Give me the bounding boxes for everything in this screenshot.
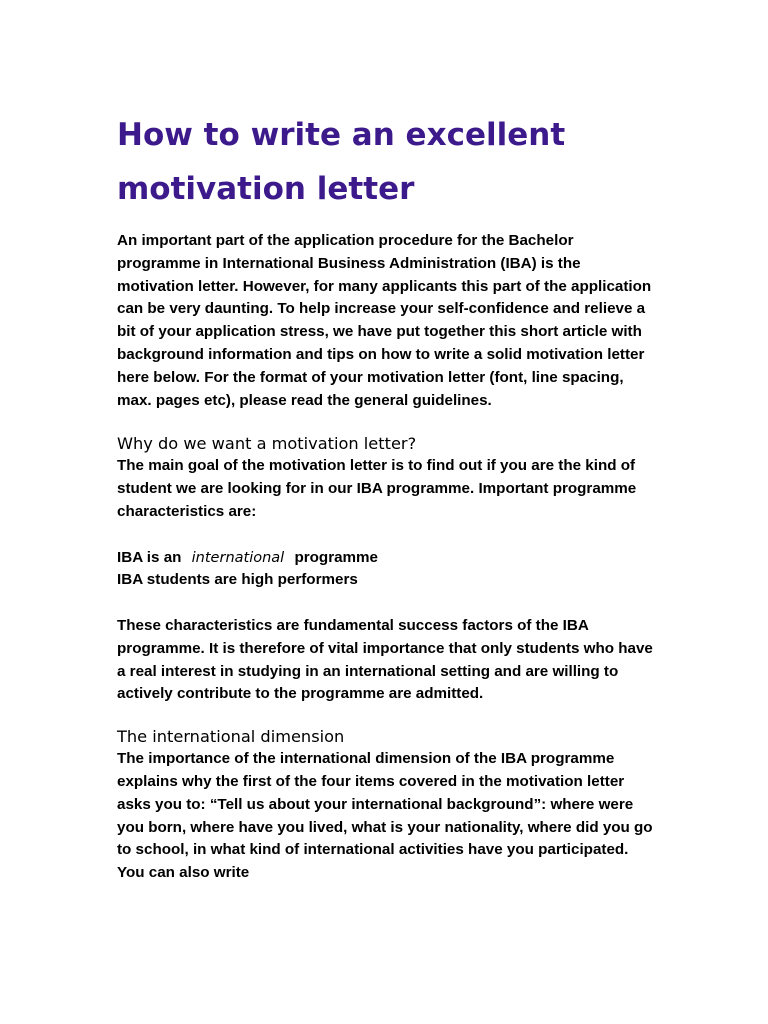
characteristic-item: IBA students are high performers bbox=[117, 571, 358, 589]
why-paragraph: The main goal of the motivation letter is to find out if you are the kind of student we are looking for in our IBA programme. Important programme characteristics are: bbox=[117, 457, 637, 520]
success-factors-paragraph: These characteristics are fundamental success factors of the IBA programme. It is therefore of vital importance that only students who have a real interest in studying in an international setting and are willing to actively contribute to the programme are admitted. bbox=[117, 616, 653, 703]
characteristics-list bbox=[117, 547, 658, 593]
characteristic-suffix: programme bbox=[294, 548, 379, 566]
international-paragraph: The importance of the international dimension of the IBA programme explains why the first of the four items covered in the motivation letter asks you to: “Tell us about your international background”: where were you born, where have you lived, what is your nationality, where did you go to school, in what kind of international activities have you participated. You can also write bbox=[117, 750, 653, 882]
characteristic-item bbox=[117, 547, 658, 570]
section-heading-international: The international dimension bbox=[117, 727, 345, 747]
intro-paragraph: An important part of the application procedure for the Bachelor programme in International Business Administration (IBA) is the motivation letter. However, for many applicants this part of the application can be very daunting. To help increase your self-confidence and relieve a bit of your application stress, we have put together this short article with background information and tips on how to write a solid motivation letter here below. For the format of your motivation letter (font, line spacing, max. pages etc), please read the general guidelines. bbox=[117, 232, 652, 409]
section-heading-why: Why do we want a motivation letter? bbox=[117, 434, 417, 454]
blank-line bbox=[117, 524, 658, 547]
document-title: How to write an excellent motivation letter bbox=[117, 117, 566, 207]
characteristic-prefix: IBA is an bbox=[117, 548, 182, 566]
blank-line bbox=[117, 592, 658, 615]
characteristic-emphasis: international bbox=[191, 549, 285, 566]
